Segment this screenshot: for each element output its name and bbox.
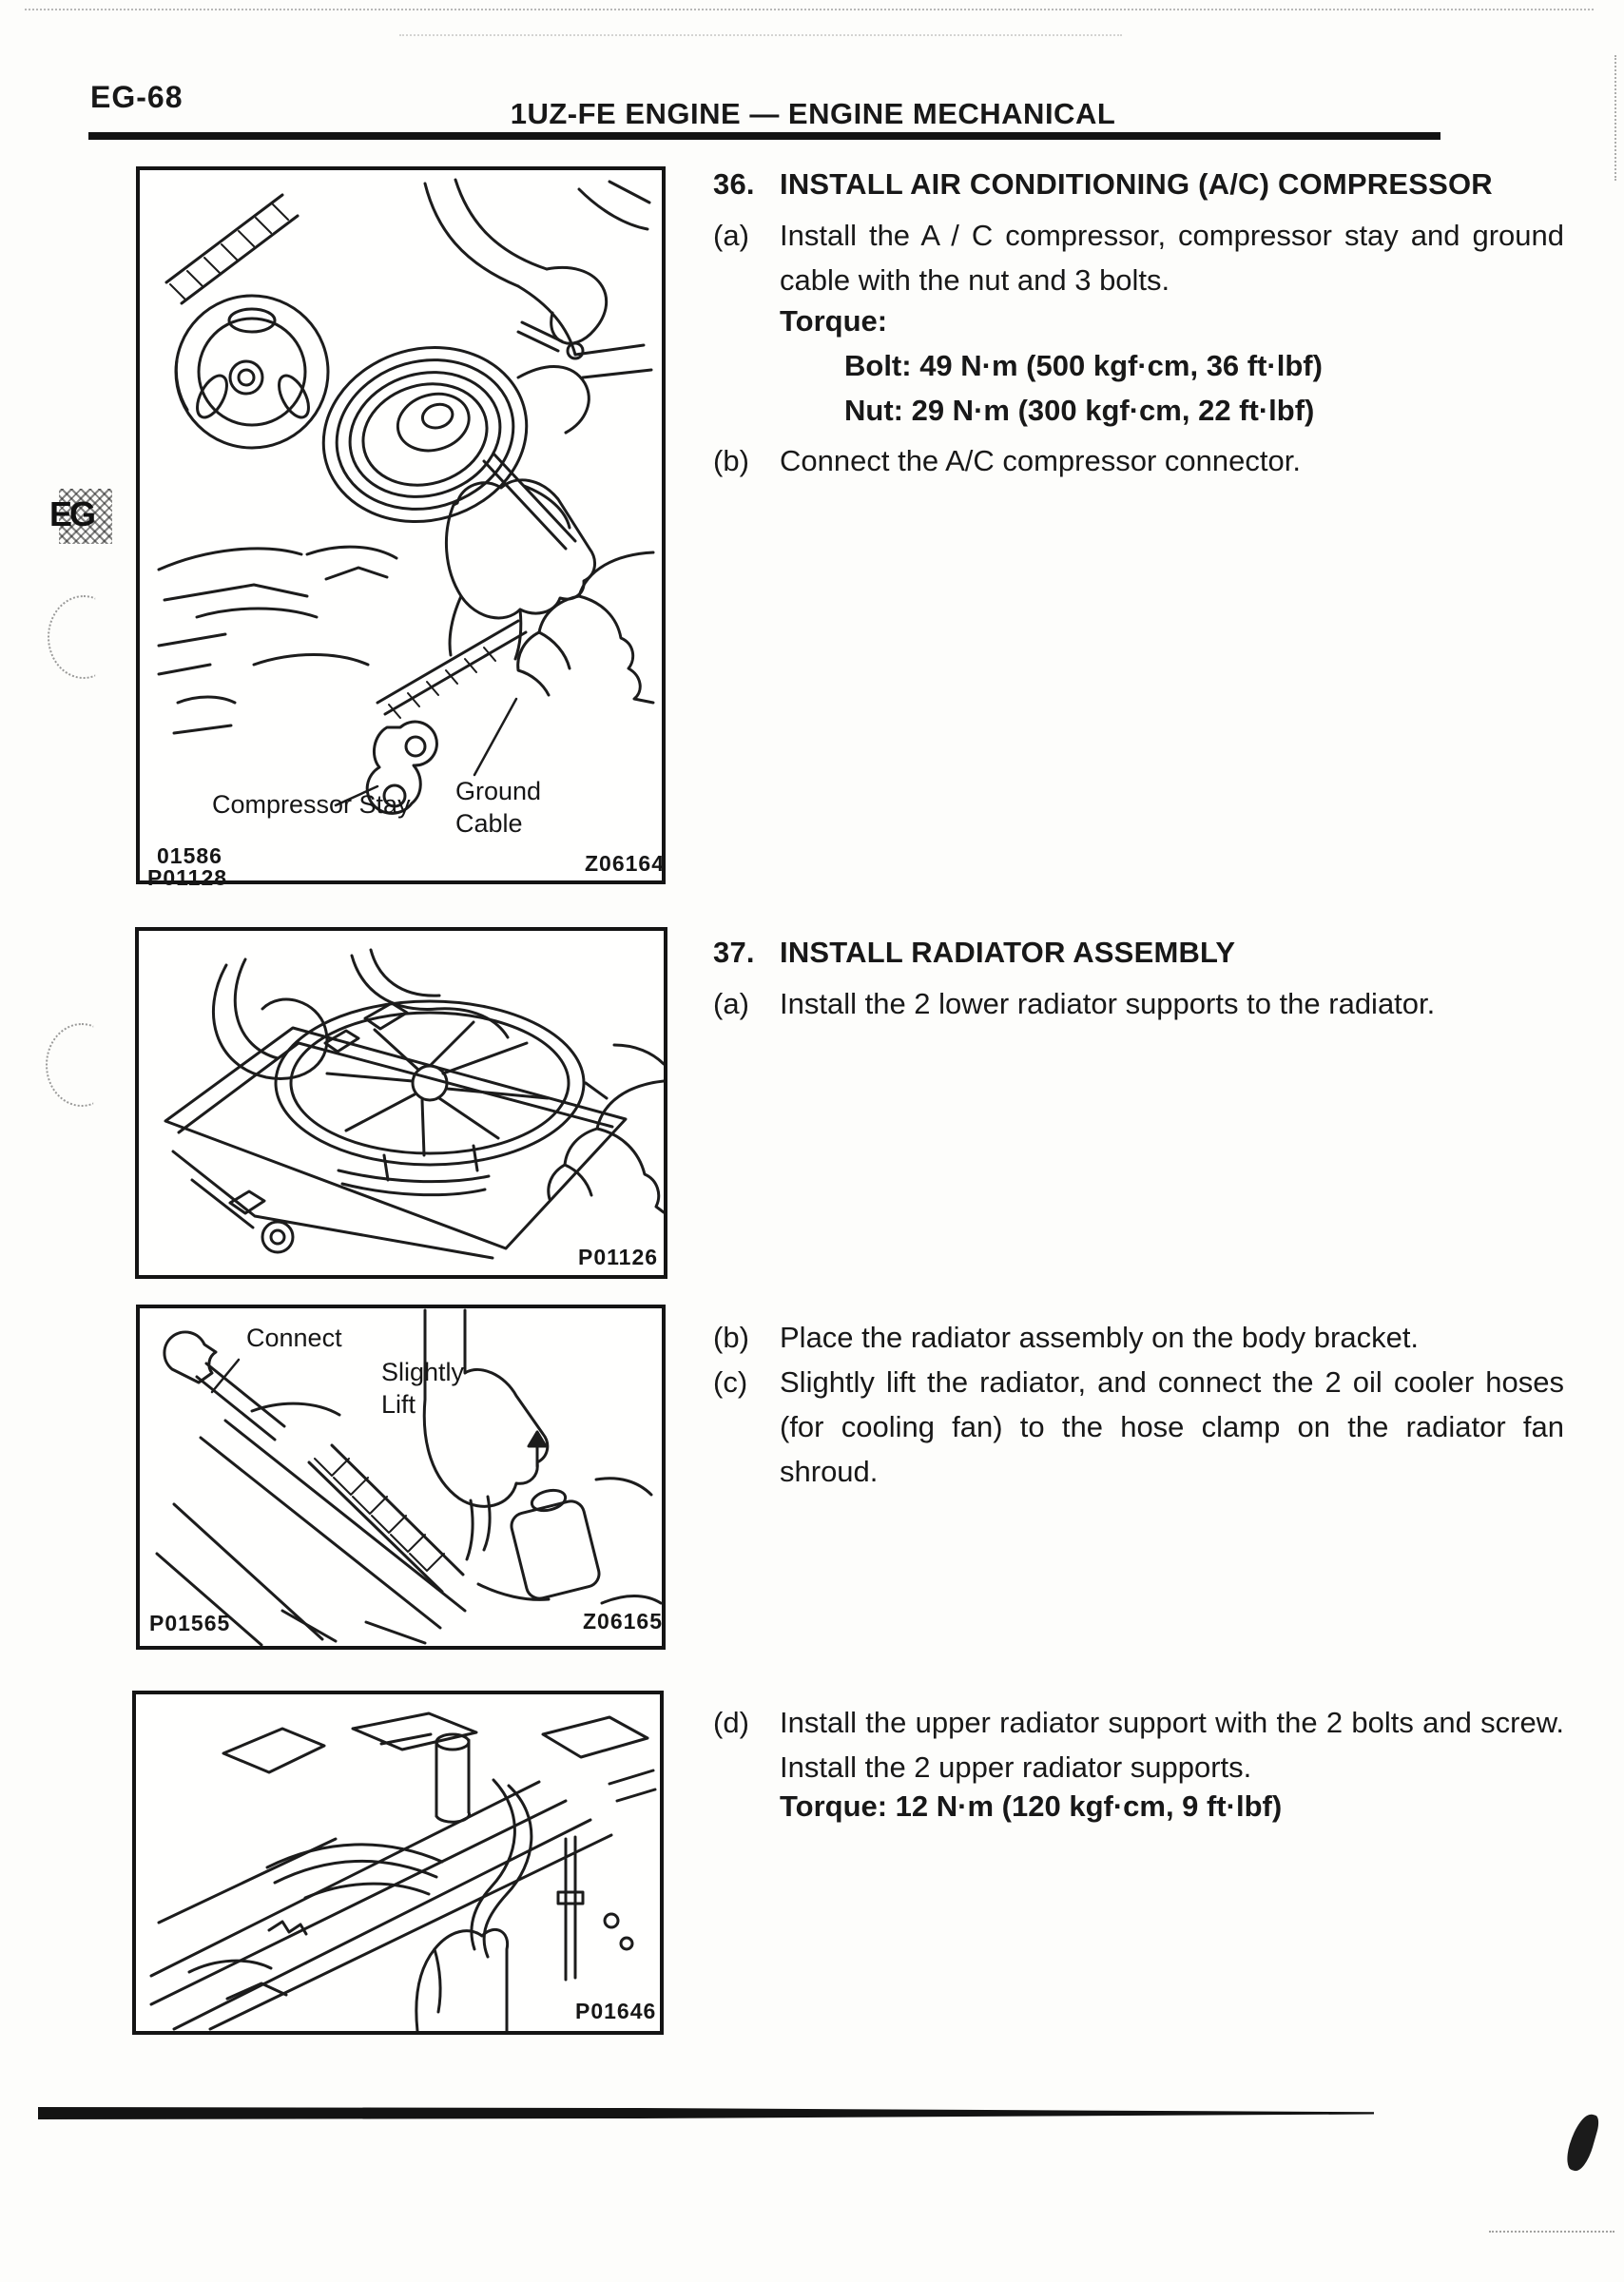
item-label: (a) [713, 987, 749, 1020]
step-37-item-a [713, 981, 1564, 1026]
figure-ac-compressor-install [136, 166, 666, 890]
item-label: (a) [713, 219, 749, 252]
step-36-heading: INSTALL AIR CONDITIONING (A/C) COMPRESSOR [780, 167, 1493, 201]
step-36-number: 36. [713, 167, 755, 201]
figure-upper-radiator-support [132, 1691, 664, 2035]
scan-artifact-ink-blob [1563, 2111, 1601, 2174]
item-text: Place the radiator assembly on the body bracket. [780, 1321, 1420, 1354]
ac-compressor-line-art [140, 170, 662, 880]
figure-code: P01126 [578, 1245, 659, 1269]
scan-artifact-smudge [46, 1023, 118, 1107]
step-37-item-b [713, 1315, 1564, 1360]
label-slightly-lift: Slightly Lift [381, 1358, 465, 1419]
scan-artifact-dots-right [1614, 55, 1616, 181]
figure-code: Z06164 [585, 851, 666, 876]
page-number: EG-68 [90, 80, 184, 114]
scan-artifact-smudge [48, 595, 120, 679]
item-text: Slightly lift the radiator, and connect the 2 oil cooler hoses (for cooling fan) to the hose clamp on the radiator fan shroud. [780, 1365, 1564, 1488]
label-connect: Connect [246, 1324, 342, 1352]
item-text: Install the upper radiator support with the 2 bolts and screw. Install the 2 upper radiator supports. [780, 1706, 1564, 1784]
torque-label: Torque: [780, 304, 888, 338]
scan-artifact-dots-bottom [1489, 2231, 1614, 2233]
torque-bolt: Bolt: 49 N·m (500 kgf·cm, 36 ft·lbf) [844, 349, 1323, 382]
step-36-item-a [713, 213, 1564, 302]
item-label: (d) [713, 1706, 749, 1739]
item-label: (c) [713, 1365, 748, 1399]
item-label: (b) [713, 1321, 749, 1354]
step-37-heading: INSTALL RADIATOR ASSEMBLY [780, 936, 1236, 969]
step-37-item-d [713, 1700, 1564, 1789]
radiator-assembly-line-art [139, 931, 664, 1275]
bottom-rule [38, 2107, 1374, 2119]
page-title: 1UZ-FE ENGINE — ENGINE MECHANICAL [510, 97, 1116, 130]
step-37-item-c [713, 1360, 1564, 1494]
item-text: Install the 2 lower radiator supports to the radiator. [780, 987, 1436, 1020]
engine-top-line-art [136, 1694, 660, 2031]
figure-code: P01646 [575, 1999, 657, 2023]
header-rule [88, 132, 1440, 140]
scan-artifact-dots-top [25, 9, 1594, 10]
section-tab-eg [49, 489, 112, 544]
figure-code: P01128 [147, 865, 228, 890]
figure-code: Z06165 [583, 1609, 664, 1634]
label-compressor-stay: Compressor Stay [212, 790, 411, 819]
step-36-item-b [713, 438, 1564, 483]
figure-code: 01586 [157, 843, 222, 868]
item-text: Install the A / C compressor, compressor stay and ground cable with the nut and 3 bolts. [780, 219, 1564, 297]
label-ground-cable: Ground Cable [455, 777, 542, 838]
section-tab-label: EG [49, 494, 94, 533]
step-37-number: 37. [713, 936, 755, 969]
torque-nut: Nut: 29 N·m (300 kgf·cm, 22 ft·lbf) [844, 394, 1315, 427]
figure-radiator-assembly [135, 927, 667, 1279]
item-label: (b) [713, 444, 749, 477]
item-text: Connect the A/C compressor connector. [780, 444, 1301, 477]
figure-code: P01565 [149, 1611, 231, 1635]
figure-radiator-connect [136, 1305, 666, 1650]
scan-artifact-dots-top [399, 34, 1122, 36]
torque-upper-support: Torque: 12 N·m (120 kgf·cm, 9 ft·lbf) [780, 1789, 1283, 1823]
